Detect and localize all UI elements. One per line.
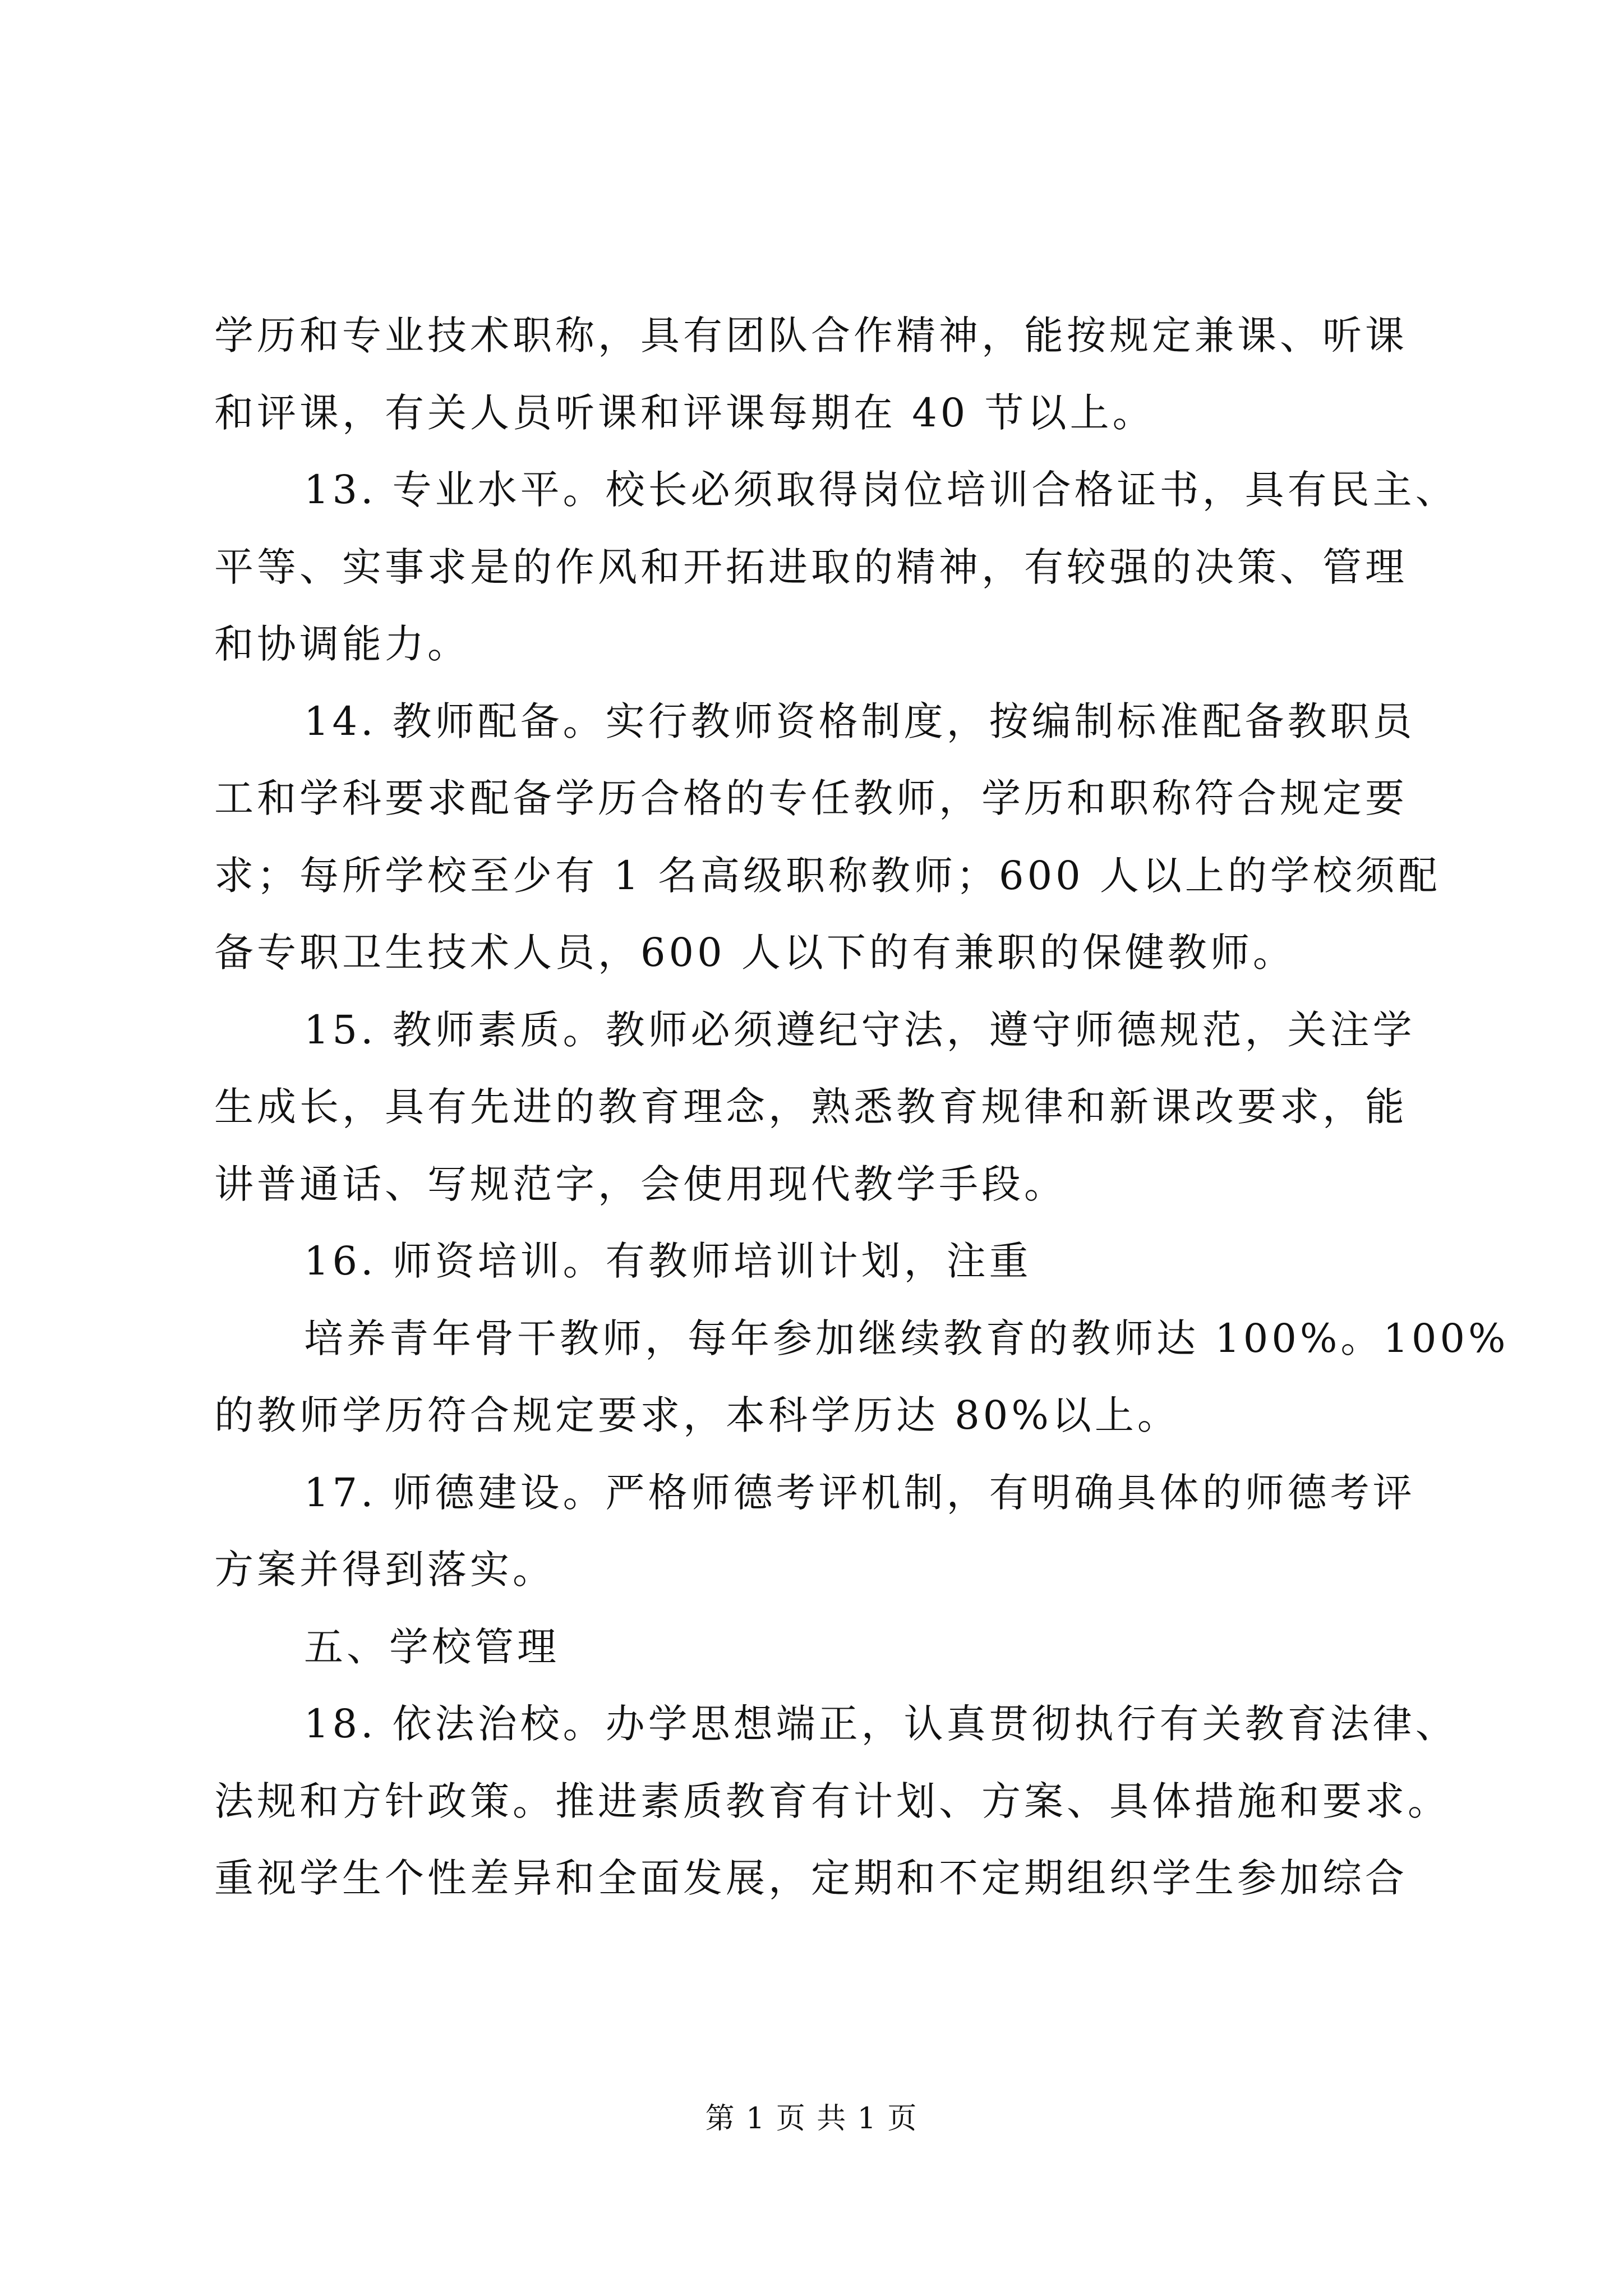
paragraph-15-line: 15. 教师素质。教师必须遵纪守法，遵守师德规范，关注学 [304,1007,1415,1053]
body-line: 平等、实事求是的作风和开拓进取的精神，有较强的决策、管理 [214,544,1408,590]
page-footer: 第 1 页 共 1 页 [705,2102,918,2136]
paragraph-18-line: 18. 依法治校。办学思想端正，认真贯彻执行有关教育法律、 [304,1701,1458,1747]
body-line: 工和学科要求配备学历合格的专任教师，学历和职称符合规定要 [214,775,1408,821]
body-line: 讲普通话、写规范字，会使用现代教学手段。 [214,1161,1067,1207]
body-line: 培养青年骨干教师，每年参加继续教育的教师达 100%。100% [304,1315,1509,1361]
body-line: 的教师学历符合规定要求，本科学历达 80%以上。 [214,1392,1180,1438]
paragraph-17-line: 17. 师德建设。严格师德考评机制，有明确具体的师德考评 [304,1470,1415,1516]
body-line: 和评课，有关人员听课和评课每期在 40 节以上。 [214,390,1155,436]
body-line: 法规和方针政策。推进素质教育有计划、方案、具体措施和要求。 [214,1778,1450,1824]
body-line: 求；每所学校至少有 1 名高级职称教师；600 人以上的学校须配 [214,853,1441,899]
paragraph-13-line: 13. 专业水平。校长必须取得岗位培训合格证书，具有民主、 [304,467,1458,513]
body-line: 和协调能力。 [214,621,470,667]
section-heading: 五、学校管理 [304,1624,560,1670]
paragraph-14-line: 14. 教师配备。实行教师资格制度，按编制标准配备教职员 [304,698,1415,744]
body-line: 生成长，具有先进的教育理念，熟悉教育规律和新课改要求，能 [214,1084,1408,1130]
body-line: 方案并得到落实。 [214,1547,555,1593]
body-line: 重视学生个性差异和全面发展，定期和不定期组织学生参加综合 [214,1855,1408,1901]
body-line: 备专职卫生技术人员，600 人以下的有兼职的保健教师。 [214,930,1295,976]
body-line: 学历和专业技术职称，具有团队合作精神，能按规定兼课、听课 [214,312,1408,358]
paragraph-16-line: 16. 师资培训。有教师培训计划，注重 [304,1238,1032,1284]
